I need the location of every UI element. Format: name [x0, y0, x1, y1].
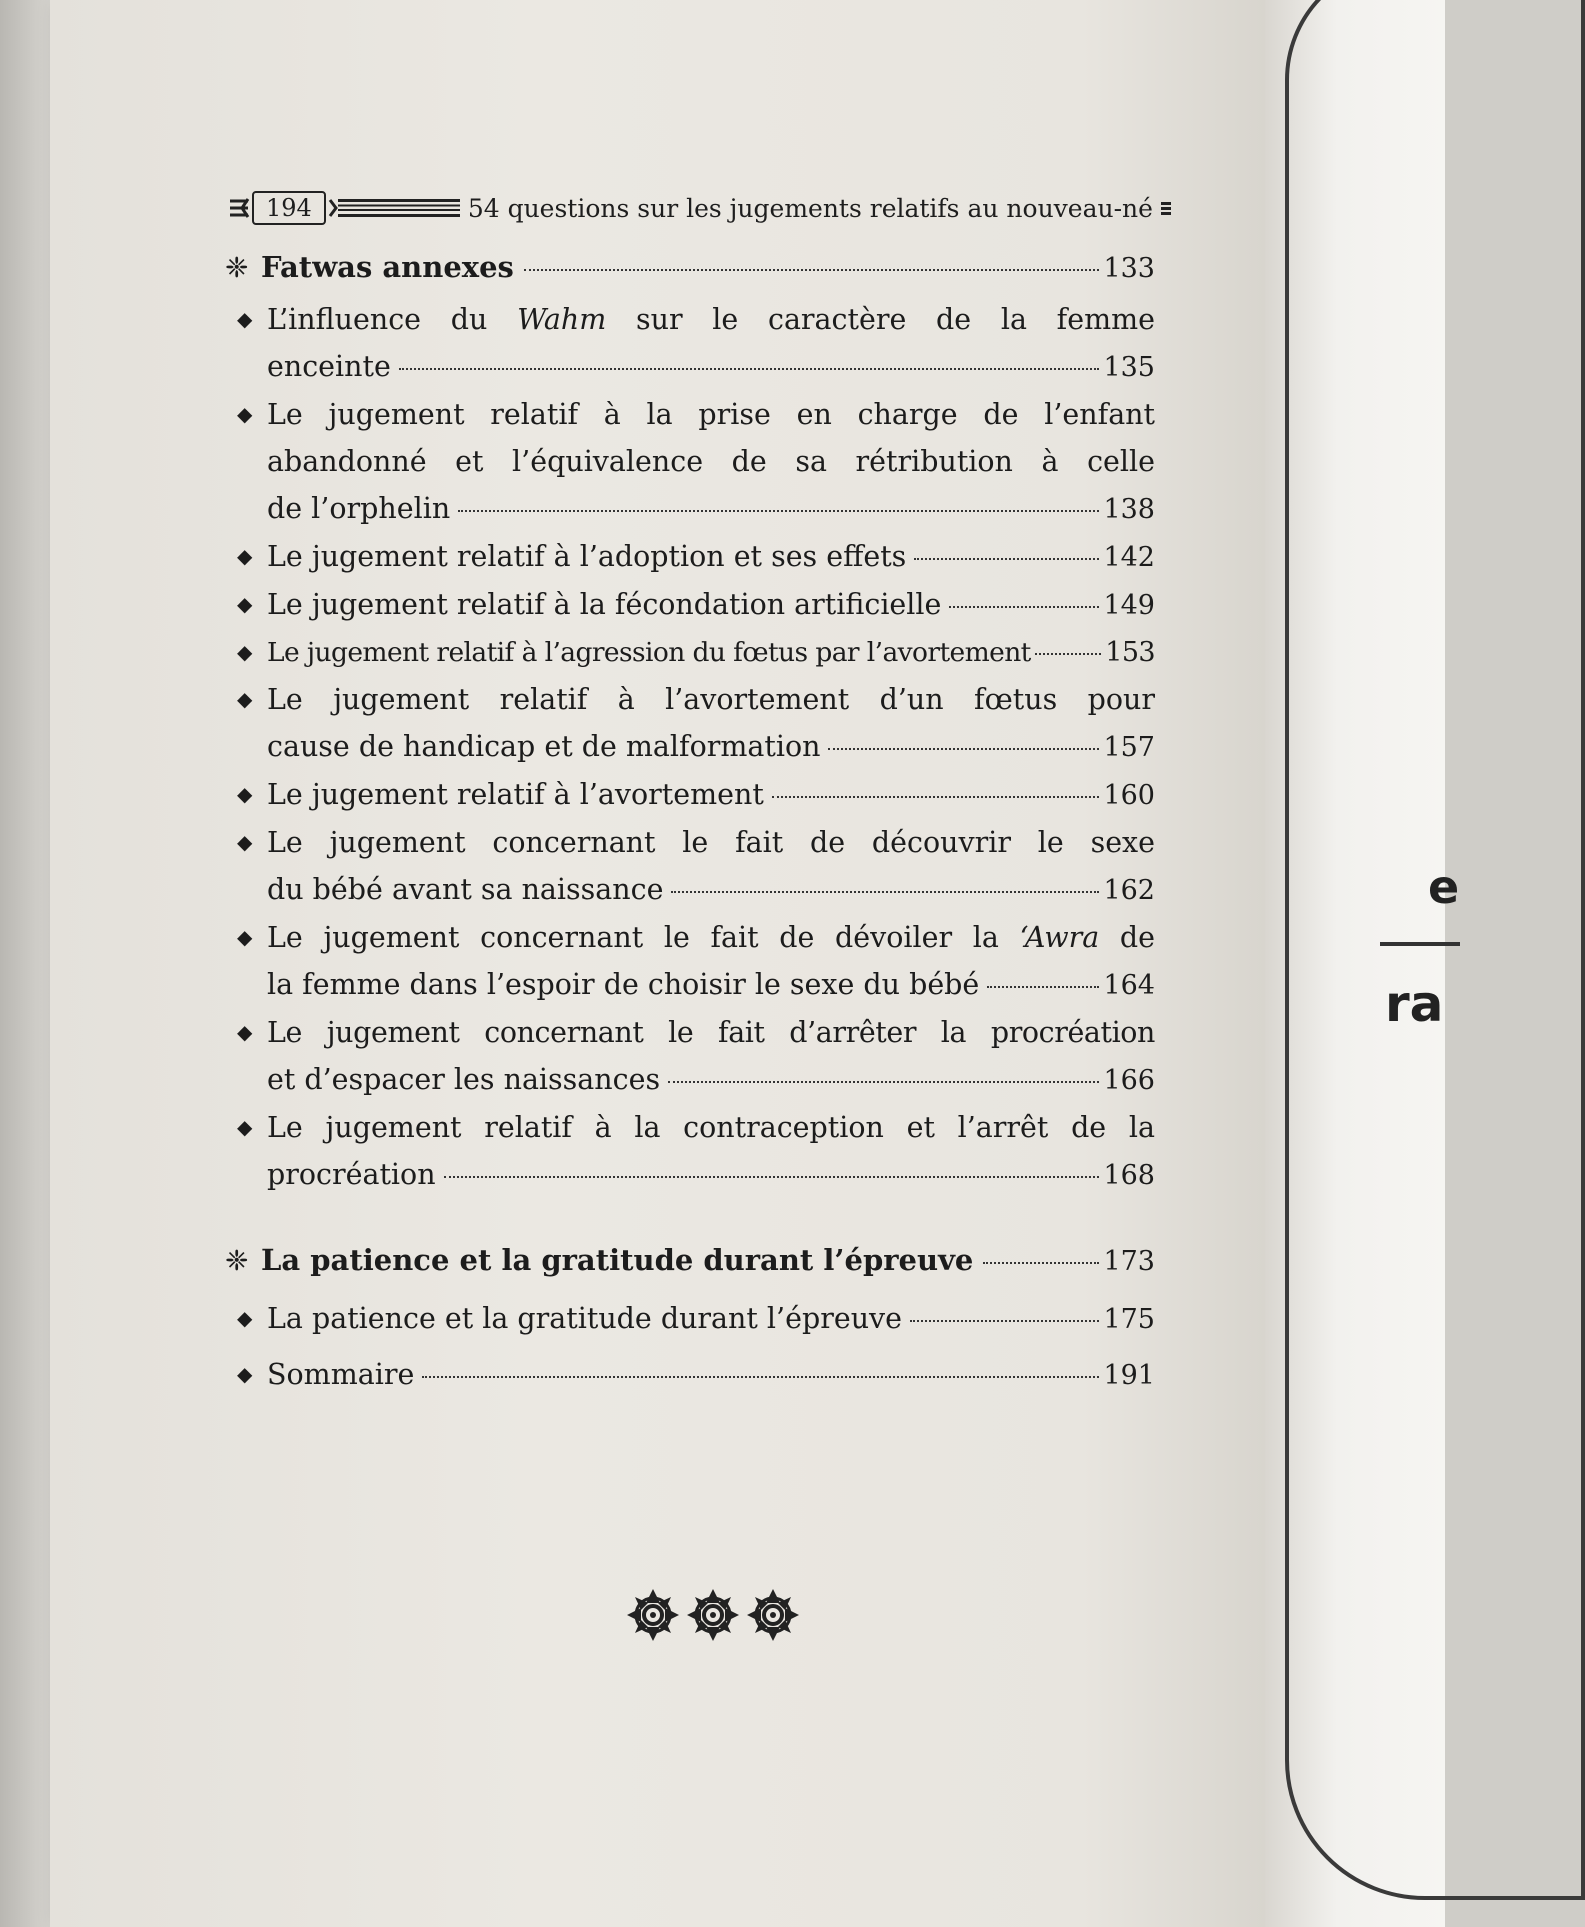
entry-last-line: [267, 581, 1155, 629]
running-title: 54 questions sur les jugements relatifs au nouveau-né: [467, 193, 1153, 223]
entry-page-number: 166: [1103, 1065, 1155, 1096]
dot-leader: [668, 1081, 1099, 1083]
toc-entry[interactable]: [225, 1351, 1155, 1399]
entry-text: procréation: [267, 1158, 436, 1191]
toc-entry[interactable]: [225, 771, 1155, 819]
diamond-bullet-icon: ◆: [237, 592, 253, 616]
entry-last-line: [267, 485, 1155, 533]
diamond-bullet-icon: ◆: [237, 307, 253, 331]
toc-section-heading[interactable]: [225, 1243, 1155, 1289]
entry-text: de: [1099, 921, 1156, 954]
dot-leader: [444, 1176, 1100, 1178]
entry-page-number: 175: [1103, 1304, 1155, 1335]
entry-line: Le jugement concernant le fait d’arrêter la procréation: [267, 1016, 1155, 1049]
diamond-bullet-icon: ◆: [237, 1115, 253, 1139]
toc-entry[interactable]: [225, 629, 1155, 676]
entry-text-italic: ‘Awra: [1019, 921, 1100, 954]
entry-page-number: 164: [1103, 970, 1155, 1001]
diamond-bullet-icon: ◆: [237, 687, 253, 711]
toc-entry[interactable]: [225, 1009, 1155, 1104]
entry-last-line: [267, 771, 1155, 819]
entry-line: Le jugement concernant le fait de découvrir le sexe: [267, 826, 1155, 859]
entry-page-number: 149: [1103, 590, 1155, 621]
entry-line: [267, 296, 1155, 343]
section-title: La patience et la gratitude durant l’épreuve: [261, 1243, 974, 1277]
dot-leader: [1035, 653, 1102, 655]
entry-text: Le jugement relatif à l’agression du fœtus par l’avortement: [267, 637, 1031, 668]
toc-entry[interactable]: [225, 581, 1155, 629]
entry-line: Le jugement relatif à la contraception et l’arrêt de la: [267, 1111, 1155, 1144]
entry-page-number: 142: [1103, 542, 1155, 573]
adjacent-page-frame: [1285, 0, 1585, 1900]
diamond-bullet-icon: ◆: [237, 402, 253, 426]
entry-page-number: 168: [1103, 1160, 1155, 1191]
toc-entry[interactable]: [225, 819, 1155, 914]
diamond-bullet-icon: ◆: [237, 640, 252, 664]
dot-leader: [524, 269, 1100, 271]
entry-text: la femme dans l’espoir de choisir le sexe du bébé: [267, 968, 980, 1001]
diamond-bullet-icon: ◆: [237, 1362, 253, 1386]
closing-floral-ornament-icon: [625, 1585, 805, 1645]
header-left-ornament-icon: [228, 197, 250, 219]
entry-line: abandonné et l’équivalence de sa rétribution à celle: [267, 445, 1155, 478]
entry-page-number: 138: [1103, 494, 1155, 525]
entry-text-italic: Wahm: [517, 303, 607, 336]
diamond-bullet-icon: ◆: [237, 1306, 253, 1330]
dot-leader: [914, 558, 1099, 560]
dot-leader: [949, 606, 1099, 608]
running-header: [228, 188, 1158, 228]
dot-leader: [983, 1262, 1099, 1264]
entry-page-number: 157: [1103, 732, 1155, 763]
entry-text: Le jugement relatif à l’adoption et ses effets: [267, 540, 907, 573]
toc-entry[interactable]: [225, 1104, 1155, 1199]
asterism-icon: ❈: [225, 1244, 249, 1277]
adjacent-page-glyph-2: ra: [1385, 975, 1444, 1033]
asterism-icon: ❈: [225, 251, 249, 284]
entry-text: L’influence du: [267, 303, 518, 336]
entry-last-line: [267, 961, 1155, 1009]
entry-text: de l’orphelin: [267, 492, 451, 525]
section-page-number: 133: [1103, 253, 1155, 284]
entry-last-line: [267, 723, 1155, 771]
diamond-bullet-icon: ◆: [237, 1020, 253, 1044]
entry-text: La patience et la gratitude durant l’épreuve: [267, 1302, 903, 1335]
entry-text: du bébé avant sa naissance: [267, 873, 664, 906]
left-page-edge: [0, 0, 50, 1927]
entry-page-number: 160: [1103, 780, 1155, 811]
entry-text: et d’espacer les naissances: [267, 1063, 661, 1096]
entry-page-number: 191: [1103, 1360, 1155, 1391]
entry-text: Sommaire: [267, 1358, 415, 1391]
dot-leader: [422, 1376, 1099, 1378]
entry-text: Le jugement concernant le fait de dévoiler la: [267, 921, 1020, 954]
toc-entry[interactable]: [225, 1295, 1155, 1343]
entry-line: Le jugement relatif à l’avortement d’un fœtus pour: [267, 683, 1155, 716]
entry-last-line: [267, 533, 1155, 581]
dot-leader: [772, 796, 1100, 798]
header-right-ornament-icon: [1161, 198, 1171, 218]
diamond-bullet-icon: ◆: [237, 830, 253, 854]
dot-leader: [458, 510, 1099, 512]
entry-last-line: [267, 1151, 1155, 1199]
diamond-bullet-icon: ◆: [237, 925, 253, 949]
header-rule-ornament-icon: [330, 196, 460, 220]
adjacent-page-rule: [1380, 942, 1460, 946]
entry-line: Le jugement relatif à la prise en charge de l’enfant: [267, 398, 1155, 431]
entry-last-line: [267, 629, 1155, 676]
dot-leader: [399, 368, 1100, 370]
section-title: Fatwas annexes: [261, 250, 514, 284]
entry-text: sur le caractère de la femme: [606, 303, 1155, 336]
toc-section-heading[interactable]: [225, 250, 1155, 296]
dot-leader: [828, 748, 1099, 750]
dot-leader: [671, 891, 1099, 893]
entry-text: enceinte: [267, 350, 391, 383]
entry-line: [267, 914, 1155, 961]
entry-page-number: 153: [1105, 637, 1155, 668]
entry-text: Le jugement relatif à la fécondation artificielle: [267, 588, 942, 621]
dot-leader: [910, 1320, 1099, 1322]
entry-page-number: 135: [1103, 352, 1155, 383]
toc-entry[interactable]: [225, 296, 1155, 391]
page-number: 194: [252, 191, 326, 225]
section-page-number: 173: [1103, 1246, 1155, 1277]
entry-page-number: 162: [1103, 875, 1155, 906]
toc-entry[interactable]: [225, 391, 1155, 533]
entry-last-line: [267, 1351, 1155, 1399]
adjacent-page-glyph-1: e: [1428, 860, 1460, 914]
toc-entry[interactable]: [225, 914, 1155, 1009]
toc-entry[interactable]: [225, 533, 1155, 581]
entry-text: Le jugement relatif à l’avortement: [267, 778, 764, 811]
table-of-contents: [225, 250, 1155, 1399]
entry-text: cause de handicap et de malformation: [267, 730, 821, 763]
dot-leader: [987, 986, 1099, 988]
diamond-bullet-icon: ◆: [237, 782, 253, 806]
entry-last-line: [267, 1295, 1155, 1343]
toc-entry[interactable]: [225, 676, 1155, 771]
entry-last-line: [267, 1056, 1155, 1104]
entry-last-line: [267, 343, 1155, 391]
diamond-bullet-icon: ◆: [237, 544, 253, 568]
entry-last-line: [267, 866, 1155, 914]
